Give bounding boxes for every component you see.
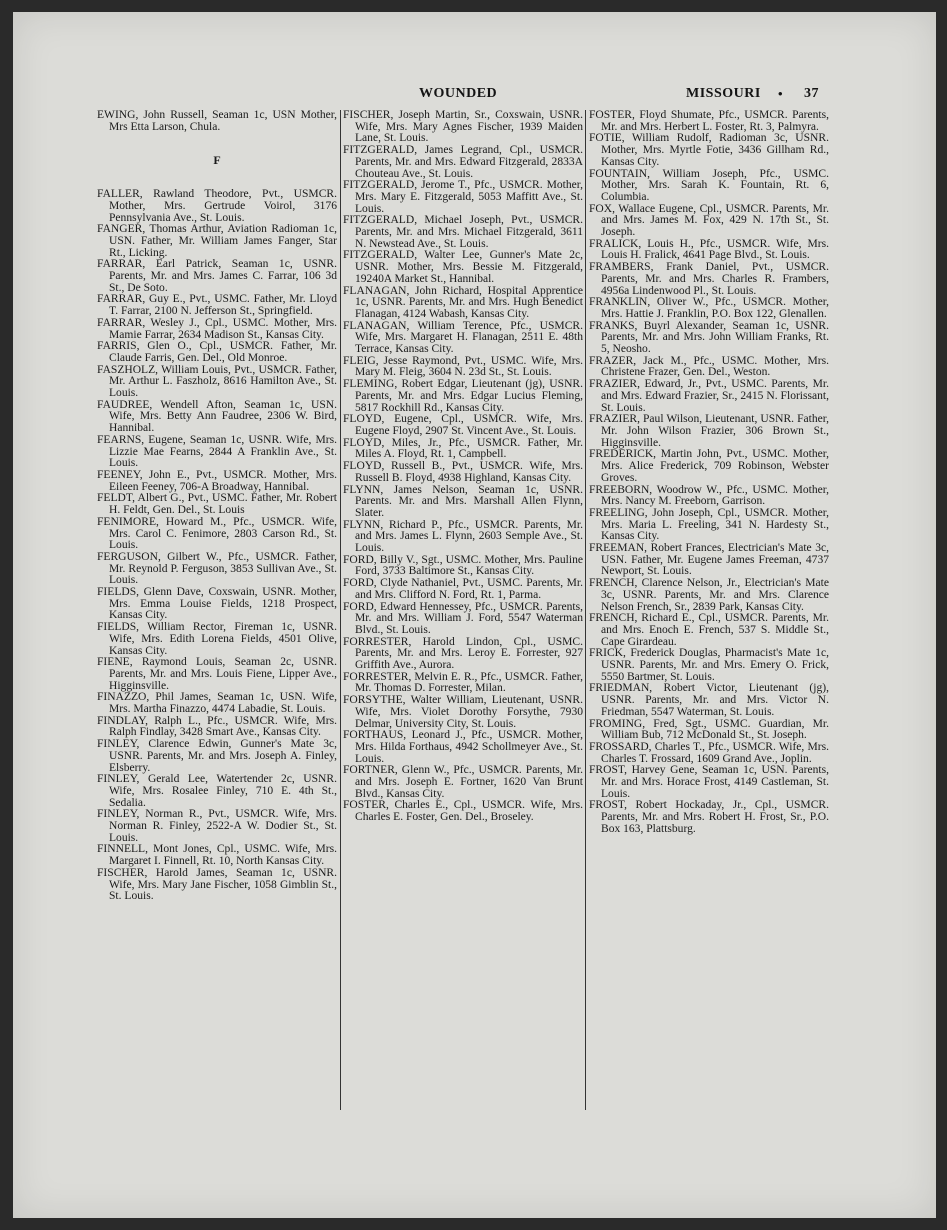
list-entry: FRAMBERS, Frank Daniel, Pvt., USMCR. Parents, Mr. and Mrs. Charles R. Frambers, 4956a Lindenwood Pl., St. Louis. [589,261,829,297]
list-entry: FISCHER, Harold James, Seaman 1c, USNR. Wife, Mrs. Mary Jane Fischer, 1058 Gimblin St., St. Louis. [97,866,337,903]
list-entry: FREEMAN, Robert Frances, Electrician's Mate 3c, USN. Father, Mr. Eugene James Freeman, 4737 Newport, St. Louis. [589,542,829,578]
list-entry: FOX, Wallace Eugene, Cpl., USMCR. Parents, Mr. and Mrs. James M. Fox, 429 N. 17th St., St. Joseph. [589,202,829,239]
page-number: 37 [804,86,819,101]
list-entry: FLYNN, Richard P., Pfc., USMCR. Parents, Mr. and Mrs. James L. Flynn, 2603 Semple Ave., St. Louis. [343,518,583,555]
list-entry: FITZGERALD, Michael Joseph, Pvt., USMCR. Parents, Mr. and Mrs. Michael Fitzgerald, 3611 N. Newstead Ave., St. Louis. [343,214,583,250]
list-entry: FIELDS, Glenn Dave, Coxswain, USNR. Mother, Mrs. Emma Louise Fields, 1218 Prospect, Kansas City. [97,586,337,622]
list-entry: FLOYD, Miles, Jr., Pfc., USMCR. Father, Mr. Miles A. Floyd, Rt. 1, Campbell. [343,436,583,461]
column-divider [340,110,341,1110]
list-entry: FINDLAY, Ralph L., Pfc., USMCR. Wife, Mrs. Ralph Findlay, 3428 Smart Ave., Kansas City. [97,714,337,739]
list-entry: FORRESTER, Melvin E. R., Pfc., USMCR. Father, Mr. Thomas D. Forrester, Milan. [343,670,583,695]
section-title: WOUNDED [419,86,498,101]
list-entry: FITZGERALD, Walter Lee, Gunner's Mate 2c, USNR. Mother, Mrs. Bessie M. Fitzgerald, 19240A Market St., Hannibal. [343,249,583,285]
list-entry: FLOYD, Russell B., Pvt., USMCR. Wife, Mrs. Russell B. Floyd, 4938 Highland, Kansas City. [343,460,583,484]
column-3 [589,110,829,836]
list-entry: FRICK, Frederick Douglas, Pharmacist's Mate 1c, USNR. Parents, Mr. and Mrs. Emery O. Frick, 5550 Bartmer, St. Louis. [589,647,829,683]
list-entry: FINAZZO, Phil James, Seaman 1c, USN. Wife, Mrs. Martha Finazzo, 4474 Labadie, St. Louis. [97,691,337,716]
list-entry: FOSTER, Charles E., Cpl., USMCR. Wife, Mrs. Charles E. Foster, Gen. Del., Broseley. [343,799,583,824]
column-2 [343,110,583,824]
list-entry: FROST, Harvey Gene, Seaman 1c, USN. Parents, Mr. and Mrs. Horace Frost, 4149 Castleman, St. Louis. [589,764,829,800]
list-entry: FLEMING, Robert Edgar, Lieutenant (jg), USNR. Parents, Mr. and Mrs. Edgar Lucius Fleming, 5817 Rockhill Rd., Kansas City. [343,378,583,414]
list-entry: FLYNN, James Nelson, Seaman 1c, USNR. Parents. Mr. and Mrs. Marshall Allen Flynn, Slater. [343,483,583,519]
list-entry: FRANKLIN, Oliver W., Pfc., USMCR. Mother, Mrs. Hattie J. Franklin, P.O. Box 122, Glenallen. [589,296,829,320]
list-entry: FITZGERALD, James Legrand, Cpl., USMCR. Parents, Mr. and Mrs. Edward Fitzgerald, 2833A Chouteau Ave., St. Louis. [343,144,583,180]
list-entry: FIELDS, William Rector, Fireman 1c, USNR. Wife, Mrs. Edith Lorena Fields, 4501 Olive, Kansas City. [97,621,337,657]
list-entry: FOTIE, William Rudolf, Radioman 3c, USNR. Mother, Mrs. Myrtle Fotie, 3436 Gillham Rd., Kansas City. [589,132,829,168]
list-entry: FARRAR, Earl Patrick, Seaman 1c, USNR. Parents, Mr. and Mrs. James C. Farrar, 106 3d St., De Soto. [97,258,337,294]
list-entry: FARRAR, Wesley J., Cpl., USMC. Mother, Mrs. Mamie Farrar, 2634 Madison St., Kansas City. [97,316,337,341]
list-entry: EWING, John Russell, Seaman 1c, USN Mother, Mrs Etta Larson, Chula. [97,109,337,133]
list-entry: FRAZIER, Edward, Jr., Pvt., USMC. Parents, Mr. and Mrs. Edward Frazier, Sr., 2415 N. Florissant, St. Louis. [589,378,829,414]
list-entry: FINLEY, Norman R., Pvt., USMCR. Wife, Mrs. Norman R. Finley, 2522-A W. Dodier St., St. Louis. [97,808,337,844]
state-name: MISSOURI [686,86,761,101]
list-entry: FORD, Billy V., Sgt., USMC. Mother, Mrs. Pauline Ford, 3733 Baltimore St., Kansas City. [343,553,583,578]
list-entry: FEENEY, John E., Pvt., USMCR. Mother, Mrs. Eileen Feeney, 706-A Broadway, Hannibal. [97,468,337,493]
list-entry: FORTHAUS, Leonard J., Pfc., USMCR. Mother, Mrs. Hilda Forthaus, 4942 Schollmeyer Ave., St. Louis. [343,729,583,765]
list-entry: FOSTER, Floyd Shumate, Pfc., USMCR. Parents, Mr. and Mrs. Herbert L. Foster, Rt. 3, Palmyra. [589,109,829,133]
list-entry: FINLEY, Gerald Lee, Watertender 2c, USNR. Wife, Mrs. Rosalee Finley, 710 E. 4th St., Sedalia. [97,773,337,809]
list-entry: FRAZIER, Paul Wilson, Lieutenant, USNR. Father, Mr. John Wilson Frazier, 306 Brown St., Higginsville. [589,413,829,449]
list-entry: FANGER, Thomas Arthur, Aviation Radioman 1c, USN. Father, Mr. William James Fanger, Star Rt., Licking. [97,223,337,259]
list-entry: FARRAR, Guy E., Pvt., USMC. Father, Mr. Lloyd T. Farrar, 2100 N. Jefferson St., Springfield. [97,293,337,318]
column-1 [97,110,337,903]
list-entry: FLANAGAN, John Richard, Hospital Apprentice 1c, USNR. Parents, Mr. and Mrs. Hugh Benedict Flanagan, 4124 Wabash, Kansas City. [343,284,583,320]
list-entry: FEARNS, Eugene, Seaman 1c, USNR. Wife, Mrs. Lizzie Mae Fearns, 2844 A Franklin Ave., St. Louis. [97,433,337,470]
column-divider [585,110,586,1110]
list-entry: FROST, Robert Hockaday, Jr., Cpl., USMCR. Parents, Mr. and Mrs. Robert H. Frost, Sr., P.O. Box 163, Plattsburg. [589,799,829,835]
list-entry: FORTNER, Glenn W., Pfc., USMCR. Parents, Mr. and Mrs. Joseph E. Fortner, 1620 Van Brunt Blvd., Kansas City. [343,764,583,800]
list-entry: FROSSARD, Charles T., Pfc., USMCR. Wife, Mrs. Charles T. Frossard, 1609 Grand Ave., Joplin. [589,740,829,765]
list-entry: FASZHOLZ, William Louis, Pvt., USMCR. Father, Mr. Arthur L. Faszholz, 8616 Hamilton Ave., St. Louis. [97,363,337,400]
list-entry: FORD, Clyde Nathaniel, Pvt., USMC. Parents, Mr. and Mrs. Clifford N. Ford, Rt. 1, Parma. [343,577,583,601]
list-entry: FENIMORE, Howard M., Pfc., USMCR. Wife, Mrs. Carol C. Fenimore, 2803 Carson Rd., St. Louis. [97,515,337,552]
list-entry: FRENCH, Richard E., Cpl., USMCR. Parents, Mr. and Mrs. Enoch E. French, 537 S. Middle St., Cape Girardeau. [589,612,829,648]
list-entry: FIENE, Raymond Louis, Seaman 2c, USNR. Parents, Mr. and Mrs. Louis Fiene, Lipper Ave., Higginsville. [97,656,337,692]
list-entry: FINLEY, Clarence Edwin, Gunner's Mate 3c, USNR. Parents, Mr. and Mrs. Joseph A. Finley, Elsberry. [97,738,337,774]
list-entry: FAUDREE, Wendell Afton, Seaman 1c, USN. Wife, Mrs. Betty Ann Faudree, 2306 W. Bird, Hannibal. [97,398,337,435]
list-entry: FORRESTER, Harold Lindon, Cpl., USMC. Parents, Mr. and Mrs. Leroy E. Forrester, 927 Griffith Ave., Aurora. [343,635,583,672]
list-entry: FERGUSON, Gilbert W., Pfc., USMCR. Father, Mr. Reynold P. Ferguson, 3853 Sullivan Ave., St. Louis. [97,550,337,587]
list-entry: FORD, Edward Hennessey, Pfc., USMCR. Parents, Mr. and Mrs. William J. Ford, 5547 Waterman Blvd., St. Louis. [343,600,583,636]
list-entry: FITZGERALD, Jerome T., Pfc., USMCR. Mother, Mrs. Mary E. Fitzgerald, 5053 Maffitt Ave., St. Louis. [343,179,583,215]
list-entry: FROMING, Fred, Sgt., USMC. Guardian, Mr. William Bub, 712 McDonald St., St. Joseph. [589,717,829,742]
section-letter: F [213,153,221,168]
header-bullet: • [778,86,784,101]
list-entry: FRENCH, Clarence Nelson, Jr., Electrician's Mate 3c, USNR. Parents, Mr. and Mrs. Clarence Nelson French, Sr., 2839 Park, Kansas City. [589,577,829,613]
list-entry: FLOYD, Eugene, Cpl., USMCR. Wife, Mrs. Eugene Floyd, 2907 St. Vincent Ave., St. Louis. [343,413,583,437]
list-entry: FRAZER, Jack M., Pfc., USMC. Mother, Mrs. Christene Frazer, Gen. Del., Weston. [589,354,829,379]
list-entry: FALLER, Rawland Theodore, Pvt., USMCR. Mother, Mrs. Gertrude Voirol, 3176 Pennsylvania Ave., St. Louis. [97,188,337,224]
list-entry: FISCHER, Joseph Martin, Sr., Coxswain, USNR. Wife, Mrs. Mary Agnes Fischer, 1939 Maiden Lane, St. Louis. [343,109,583,145]
list-entry: FREEBORN, Woodrow W., Pfc., USMC. Mother, Mrs. Nancy M. Freeborn, Garrison. [589,483,829,508]
list-entry: FINNELL, Mont Jones, Cpl., USMC. Wife, Mrs. Margaret I. Finnell, Rt. 10, North Kansas City. [97,843,337,868]
list-entry: FREDERICK, Martin John, Pvt., USMC. Mother, Mrs. Alice Frederick, 709 Robinson, Webster Groves. [589,448,829,484]
document-page [13,12,936,1218]
list-entry: FARRIS, Glen O., Cpl., USMCR. Father, Mr. Claude Farris, Gen. Del., Old Monroe. [97,340,337,364]
list-entry: FORSYTHE, Walter William, Lieutenant, USNR. Wife, Mrs. Violet Dorothy Forsythe, 7930 Delmar, University City, St. Louis. [343,694,583,730]
list-entry: FLANAGAN, William Terence, Pfc., USMCR. Wife, Mrs. Margaret H. Flanagan, 2511 E. 48th Terrace, Kansas City. [343,319,583,356]
list-entry: FLEIG, Jesse Raymond, Pvt., USMC. Wife, Mrs. Mary M. Fleig, 3604 N. 23d St., St. Louis. [343,354,583,379]
list-entry: FRALICK, Louis H., Pfc., USMCR. Wife, Mrs. Louis H. Fralick, 4641 Page Blvd., St. Louis. [589,237,829,262]
list-entry: FELDT, Albert G., Pvt., USMC. Father, Mr. Robert H. Feldt, Gen. Del., St. Louis [97,492,337,517]
list-entry: FRANKS, Buyrl Alexander, Seaman 1c, USNR. Parents, Mr. and Mrs. John William Franks, Rt. 5, Neosho. [589,319,829,356]
list-entry: FOUNTAIN, William Joseph, Pfc., USMC. Mother, Mrs. Sarah K. Fountain, Rt. 6, Columbia. [589,167,829,203]
page-header [13,86,936,106]
list-entry: FREELING, John Joseph, Cpl., USMCR. Mother, Mrs. Maria L. Freeling, 341 N. Hardesty St., Kansas City. [589,506,829,543]
list-entry: FRIEDMAN, Robert Victor, Lieutenant (jg), USNR. Parents, Mr. and Mrs. Victor N. Friedman, 5547 Waterman, St. Louis. [589,682,829,718]
